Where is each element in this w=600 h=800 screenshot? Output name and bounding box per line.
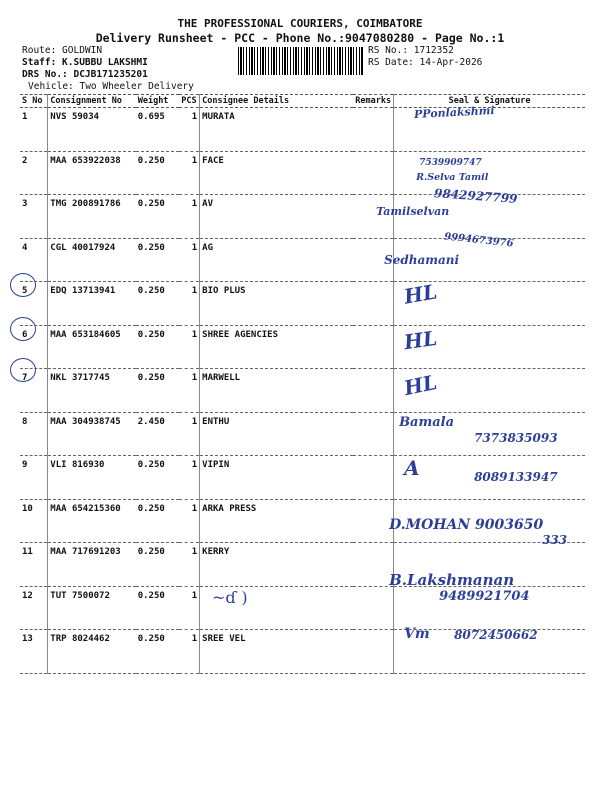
row-pcs: 1 bbox=[179, 586, 199, 630]
row-remarks bbox=[353, 499, 393, 543]
col-consignment: Consignment No bbox=[48, 95, 136, 108]
row-sno: 13 bbox=[20, 630, 48, 674]
row-consignee: FACE bbox=[200, 151, 354, 195]
row-6-circle-mark bbox=[10, 317, 36, 341]
row-weight: 0.250 bbox=[136, 195, 179, 239]
row-consignment-no: TRP 8024462 bbox=[48, 630, 136, 674]
row-signature bbox=[394, 325, 585, 369]
row-signature bbox=[394, 626, 585, 674]
row-consignment-no: EDQ 13713941 bbox=[48, 282, 136, 326]
row-signature bbox=[384, 230, 585, 282]
row-sno: 2 bbox=[20, 151, 48, 195]
row-weight: 0.250 bbox=[136, 543, 179, 587]
table-row bbox=[20, 369, 585, 413]
table-header-row bbox=[20, 95, 585, 108]
row-remarks bbox=[353, 151, 393, 195]
row-consignee: AG bbox=[200, 238, 354, 282]
col-remarks: Remarks bbox=[353, 95, 393, 108]
row-signature bbox=[394, 369, 585, 413]
row-consignment-no: MAA 653922038 bbox=[48, 151, 136, 195]
rs-date: RS Date: 14-Apr-2026 bbox=[368, 57, 483, 68]
col-sno: S No bbox=[20, 95, 48, 108]
row-pcs: 1 bbox=[179, 543, 199, 587]
row-sno: 12 bbox=[20, 586, 48, 630]
row-remarks bbox=[353, 325, 393, 369]
row-weight: 0.250 bbox=[136, 325, 179, 369]
row-pcs: 1 bbox=[179, 282, 199, 326]
handwritten-signature: Vm bbox=[404, 626, 430, 642]
row-sno: 9 bbox=[20, 456, 48, 500]
handwritten-note: 7373835093 bbox=[474, 430, 558, 445]
row-consignment-no: NKL 3717745 bbox=[48, 369, 136, 413]
table-row bbox=[20, 586, 585, 630]
row-sno: 3 bbox=[20, 195, 48, 239]
row-pcs: 1 bbox=[179, 499, 199, 543]
row-pcs: 1 bbox=[179, 325, 199, 369]
barcode-image bbox=[238, 47, 364, 75]
handwritten-signature: Bamala bbox=[399, 414, 455, 430]
row-5-circle-mark bbox=[10, 273, 36, 297]
row-consignee: MURATA bbox=[200, 108, 354, 152]
row-consignee: BIO PLUS bbox=[200, 282, 354, 326]
handwritten-note: 8089133947 bbox=[474, 470, 558, 484]
row-sno: 10 bbox=[20, 499, 48, 543]
table-row bbox=[20, 238, 585, 282]
handwritten-note: Tamilselvan bbox=[376, 205, 450, 218]
table-row bbox=[20, 195, 585, 239]
handwritten-signature: A bbox=[404, 456, 420, 480]
row-weight: 0.250 bbox=[136, 151, 179, 195]
table-row bbox=[20, 456, 585, 500]
row-weight: 0.250 bbox=[136, 499, 179, 543]
row-sno: 6 bbox=[20, 325, 48, 369]
table-row bbox=[20, 412, 585, 456]
row-consignee: VIPIN bbox=[200, 456, 354, 500]
table-row bbox=[20, 630, 585, 674]
table-row bbox=[20, 325, 585, 369]
row-sno: 4 bbox=[20, 238, 48, 282]
route-label: Route: GOLDWIN bbox=[22, 45, 103, 56]
row-consignment-no: MAA 653184605 bbox=[48, 325, 136, 369]
runsheet-subtitle: Delivery Runsheet - PCC - Phone No.:9047080280 - Page No.:1 bbox=[95, 31, 505, 45]
row-consignee: MARWELL bbox=[200, 369, 354, 413]
handwritten-signature: HL bbox=[402, 279, 439, 309]
row-sno: 1 bbox=[20, 108, 48, 152]
handwritten-note: R.Selva Tamil bbox=[416, 171, 489, 183]
handwritten-signature: HL bbox=[401, 369, 440, 401]
col-weight: Weight bbox=[136, 95, 179, 108]
handwritten-note: Sedhamani bbox=[384, 252, 460, 267]
col-pcs: PCS bbox=[179, 95, 199, 108]
col-signature: Seal & Signature bbox=[394, 95, 585, 108]
row-remarks bbox=[353, 543, 393, 587]
handwritten-signature: 7539909747 bbox=[419, 157, 482, 168]
row-7-circle-mark bbox=[10, 358, 36, 382]
row-consignment-no: VLI 816930 bbox=[48, 456, 136, 500]
row-sno: 7 bbox=[20, 369, 48, 413]
runsheet-table bbox=[20, 94, 585, 674]
handwritten-signature: 9842927799 bbox=[433, 186, 518, 206]
row-signature bbox=[394, 412, 585, 456]
row-pcs: 1 bbox=[179, 630, 199, 674]
row-consignment-no: MAA 717691203 bbox=[48, 543, 136, 587]
row-weight: 0.695 bbox=[136, 108, 179, 152]
row-pcs: 1 bbox=[179, 456, 199, 500]
handwritten-note: 8072450662 bbox=[454, 628, 538, 642]
row-signature bbox=[389, 570, 585, 630]
row-weight: 2.450 bbox=[136, 412, 179, 456]
row-pcs: 1 bbox=[179, 238, 199, 282]
row-remarks bbox=[353, 630, 393, 674]
row-consignment-no: MAA 304938745 bbox=[48, 412, 136, 456]
handwritten-signature: HL bbox=[402, 325, 439, 354]
row-consignee: ARKA PRESS bbox=[200, 499, 354, 543]
row-consignment-no: MAA 654215360 bbox=[48, 499, 136, 543]
handwritten-note: 333 bbox=[542, 533, 568, 547]
row-pcs: 1 bbox=[179, 195, 199, 239]
vehicle-label: Vehicle: Two Wheeler Delivery bbox=[28, 81, 194, 92]
row-consignee: SREE VEL bbox=[200, 630, 354, 674]
handwritten-signature: 9994673976 bbox=[443, 230, 515, 250]
row-sno: 5 bbox=[20, 282, 48, 326]
row-consignment-no: CGL 40017924 bbox=[48, 238, 136, 282]
row-remarks bbox=[353, 456, 393, 500]
row-pcs: 1 bbox=[179, 108, 199, 152]
handwritten-signature: PPonlakshmi bbox=[413, 103, 495, 122]
row-consignment-no: NVS 59034 bbox=[48, 108, 136, 152]
table-row bbox=[20, 282, 585, 326]
row-weight: 0.250 bbox=[136, 630, 179, 674]
col-consignee: Consignee Details bbox=[200, 95, 354, 108]
handwritten-signature: D.MOHAN 9003650 bbox=[389, 517, 544, 533]
row-weight: 0.250 bbox=[136, 369, 179, 413]
row-consignment-no: TMG 200891786 bbox=[48, 195, 136, 239]
drs-number: DRS No.: DCJB171235201 bbox=[22, 69, 148, 80]
row-signature bbox=[376, 186, 585, 239]
row-signature bbox=[394, 151, 585, 195]
row-remarks bbox=[353, 369, 393, 413]
row-remarks bbox=[353, 586, 393, 630]
row-signature bbox=[394, 279, 585, 326]
row-consignee: ENTHU bbox=[200, 412, 354, 456]
table-row bbox=[20, 108, 585, 152]
row-sno: 8 bbox=[20, 412, 48, 456]
row-signature bbox=[394, 103, 585, 152]
row-weight: 0.250 bbox=[136, 586, 179, 630]
row-consignment-no: TUT 7500072 bbox=[48, 586, 136, 630]
row-remarks bbox=[353, 412, 393, 456]
row-12-scribble-mark: ~ɗ ) bbox=[212, 588, 248, 607]
row-remarks bbox=[353, 108, 393, 152]
row-remarks bbox=[353, 282, 393, 326]
row-consignee: SHREE AGENCIES bbox=[200, 325, 354, 369]
row-sno: 11 bbox=[20, 543, 48, 587]
row-consignee: AV bbox=[200, 195, 354, 239]
row-weight: 0.250 bbox=[136, 238, 179, 282]
handwritten-signature: B.Lakshmanan bbox=[389, 570, 515, 589]
staff-label: Staff: K.SUBBU LAKSHMI bbox=[22, 57, 148, 68]
row-weight: 0.250 bbox=[136, 282, 179, 326]
row-pcs: 1 bbox=[179, 151, 199, 195]
rs-number: RS No.: 1712352 bbox=[368, 45, 454, 56]
handwritten-note: 9489921704 bbox=[439, 588, 530, 604]
row-weight: 0.250 bbox=[136, 456, 179, 500]
row-signature bbox=[394, 456, 585, 500]
company-title: THE PROFESSIONAL COURIERS, COIMBATORE bbox=[177, 17, 423, 30]
table-row bbox=[20, 151, 585, 195]
row-pcs: 1 bbox=[179, 412, 199, 456]
row-consignee: KERRY bbox=[200, 543, 354, 587]
row-pcs: 1 bbox=[179, 369, 199, 413]
